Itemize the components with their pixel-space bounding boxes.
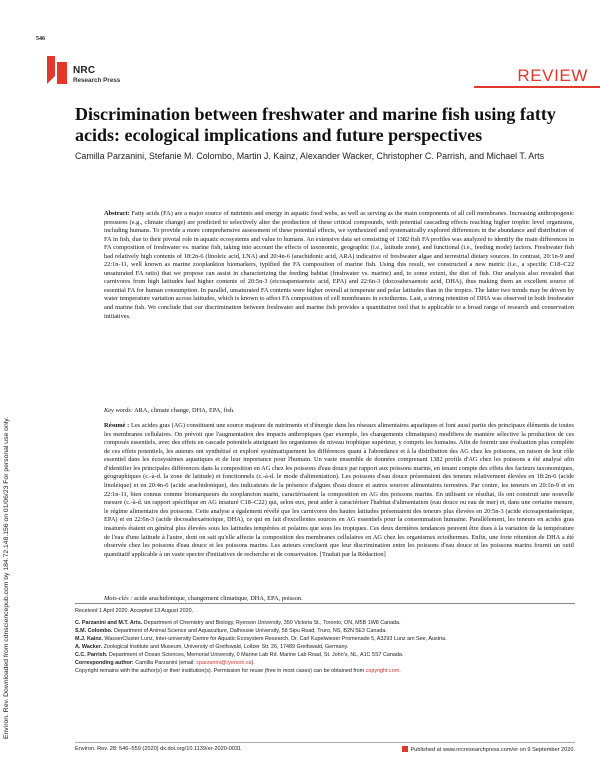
affiliation-1 bbox=[75, 619, 575, 627]
corresponding-author bbox=[75, 659, 575, 667]
download-watermark: Environ. Rev. Downloaded from cdnsciencepub.com by 184.72.148.156 on 01/06/23 For personal use only. bbox=[3, 416, 10, 740]
affiliation-name: C.C. Parrish. bbox=[75, 652, 108, 659]
affiliation-3 bbox=[75, 635, 575, 643]
corresponding-text: Camilla Parzanini (email: bbox=[135, 660, 197, 667]
corresponding-close: ). bbox=[251, 660, 255, 667]
footnotes bbox=[75, 607, 575, 675]
copyright-notice bbox=[75, 667, 575, 675]
affiliation-text: Department of Ocean Sciences, Memorial University, 0 Marine Lab Rd. Marine Lab Road, St. John's, NL, A1C 5S7 Canada. bbox=[108, 652, 404, 659]
copyright-text: Copyright remains with the author(s) or their institution(s). Permission for reuse (free in most cases) can be obtained from bbox=[75, 668, 366, 675]
resume-label: Résumé : bbox=[104, 422, 130, 429]
keywords-text: ARA, climate change, DHA, EPA, fish. bbox=[134, 407, 235, 414]
article-type-label: REVIEW bbox=[517, 66, 588, 85]
citation-line: Environ. Rev. 28: 546–559 (2020) dx.doi.org/10.1139/er-2020-0031 bbox=[75, 746, 242, 752]
article-type-rule bbox=[474, 86, 600, 88]
page-number: 546 bbox=[36, 36, 45, 42]
article-title: Discrimination between freshwater and marine fish using fatty acids: ecological implications and future perspectives bbox=[75, 104, 556, 145]
affiliation-name: C. Parzanini and M.T. Arts. bbox=[75, 620, 143, 627]
affiliation-4 bbox=[75, 643, 575, 651]
published-line bbox=[402, 746, 575, 753]
logo-nrc-text: NRC bbox=[73, 65, 96, 76]
copyright-end: . bbox=[399, 668, 401, 675]
nrc-logo-mark-icon bbox=[47, 56, 67, 84]
affiliation-5 bbox=[75, 651, 575, 659]
keywords-label: Key words: bbox=[104, 407, 133, 414]
copyright-link[interactable]: copyright.com bbox=[365, 668, 400, 675]
abstract-label: Abstract: bbox=[104, 210, 130, 217]
corresponding-label: Corresponding author: bbox=[75, 660, 134, 667]
affiliation-text: Department of Animal Science and Aquaculture, Dalhousie University, 58 Sipu Road, Truro, NS, B2N 5E3 Canada. bbox=[113, 628, 387, 635]
mots-cles-text: acide arachidonique, changement climatique, DHA, EPA, poisson. bbox=[133, 595, 303, 602]
affiliation-name: A. Wacker. bbox=[75, 644, 103, 651]
corresponding-email-link[interactable]: cparzanini@ryerson.ca bbox=[196, 660, 252, 667]
affiliation-text: WasserCluster Lunz, Inter-university Centre for Aquatic Ecosystem Research, Dr. Carl Kupelwieser Promenade 5, A3293 Lunz am See, Austria. bbox=[104, 636, 447, 643]
bottom-divider bbox=[75, 742, 575, 743]
resume bbox=[104, 422, 574, 559]
keywords bbox=[104, 407, 574, 416]
publisher-logo[interactable] bbox=[47, 56, 139, 92]
affiliation-text: Department of Chemistry and Biology, Ryerson University, 350 Victoria St., Toronto, ON, M5B 1W8 Canada. bbox=[143, 620, 401, 627]
affiliation-text: Zoological Institute and Museum, University of Greifswald, Loitzer Str. 26, 17489 Greifswald, Germany. bbox=[103, 644, 349, 651]
received-date: Received 1 April 2020. Accepted 13 August 2020. bbox=[75, 608, 194, 614]
affiliation-name: M.J. Kainz. bbox=[75, 636, 103, 643]
affiliation-2 bbox=[75, 627, 575, 635]
logo-research-press-text: Research Press bbox=[73, 77, 121, 84]
resume-text: Les acides gras (AG) constituent une source majeure de nutriments et d'énergie dans les réseaux alimentaires aquatiques et font aussi partie des principaux éléments de toutes les membranes cellulaires. On prévoit que l'augmentation des impacts anthropiques (par exemple, les changements climatiques) modifiera de manière sélective la production de ces composés essentiels, avec des effets en cascade potentiels atteignant les organismes de niveau trophique supérieur, y compris les humains. Afin de fournir une évaluation plus complète de ces effets potentiels, les auteurs ont synthétisé et exploré systématiquement les différences quant à l'abondance et à la distribution des AG chez les poissons, en raison de leur rôle essentiel dans les écosystèmes aquatiques et de leur importance pour l'humain. Un vaste ensemble de données comprenant 1382 profils d'AG chez les poissons a été analysé afin d'identifier les principales différences dans la composition en AG chez les poissons d'eau douce par rapport aux poissons marins, en tenant compte des effets des facteurs taxonomiques, géographiques (c.-à-d. la zone de latitude) et fonctionnels (c.-à-d. le mode d'alimentation). Les poissons d'eau douce présentaient des teneurs relativement élevées en 18:2n-6 (acide linoléique) et en 20:4n-6 (acide arachidonique), des indicateurs de la présence d'algues d'eau douce et autres sources alimentaires terrestres. Par contre, les teneurs en 20:1n-9 et en 22:1n-11, bien connus comme biomarqueurs du zooplancton marin, caractérisaient la composition en AG des poissons marins. En utilisant ce résultat, ils ont construit une nouvelle mesure (c.-à-d. un rapport spécifique en AG insaturé C18–C22) qui, selon eux, peut aider à caractériser l'habitat d'alimentation (eau douce ou eau de mer) et, dans une certaine mesure, le régime alimentaire des poissons. Cette analyse a également révélé que les carnivores des hautes latitudes présentaient des teneurs plus élevées en 20:5n-3 (acide eicosapentaénoïque, EPA) et en 22:6n-3 (acide docosahexaénoïque, DHA), ce qui en fait d'excellentes sources en AG essentiels pour la consommation humaine. Parallèlement, les teneurs en acides gras insaturés étaient en général plus élevées sous les latitudes tempérées et polaires que sous les tropiques. Ces deux dernières tendances peuvent être dues à la variation de la température de l'eau d'une latitude à l'autre, dont on sait qu'elle affecte la composition des membranes cellulaires en AG chez les organismes ectothermes. Enfin, une forte rétention de DHA a été observée chez les poissons d'eau douce et les poissons marins. Les auteurs concluent que leur discrimination entre les poissons d'eau douce et les poissons marins fournit un outil quantitatif applicable à un vaste spectre d'initiatives de recherche et de conservation. [Traduit par la Rédaction] bbox=[104, 422, 574, 558]
nrc-square-icon bbox=[402, 746, 408, 752]
abstract-text: Fatty acids (FA) are a major source of nutrients and energy in aquatic food webs, as well as serving as the main components of all cell membranes. Increasing anthropogenic pressures (e.g., climate change) are predicted to selectively alter the production of these critical compounds, with potential cascading effects reaching higher trophic level organisms, including humans. To provide a more comprehensive assessment of these potential effects, we synthesized and systematically explored differences in the abundance and distribution of FA in fish, due to their pivotal role in aquatic ecosystems and value to humans. An extensive data set consisting of 1382 fish FA profiles was analyzed to identify the main differences in FA composition of freshwater vs. marine fish, taking into account the effects of taxonomic, geographic (i.e., latitude zone), and functional (i.e., feeding mode) factors. Freshwater fish had relatively high contents of 18:2n-6 (linoleic acid, LNA) and 20:4n-6 (arachidonic acid, ARA) indicative of freshwater algae and terrestrial dietary sources. In contrast, 20:1n-9 and 22:1n-11, well known as marine zooplankton biomarkers, typified the FA composition of marine fish. Using this result, we constructed a new metric (i.e., a specific C18–C22 unsaturated FA ratio) that we propose can assist in characterizing the feeding habitat (freshwater vs. marine) and, to some extent, the diet of fish. Our analysis also revealed that carnivores from high latitudes had higher contents of 20:5n-3 (eicosapentaenoic acid, EPA) and 22:6n-3 (docosahexaenoic acid, DHA), thus making them an excellent source of essential FA for human consumption. In parallel, unsaturated FA contents were higher overall at temperate and polar latitudes than in the tropics. The latter two trends may be driven by water temperature variation across latitudes, which is known to affect FA composition of cell membranes in ectotherms. Last, a strong retention of DHA was observed in both freshwater and marine fish. We conclude that our discrimination between freshwater and marine fish provides a quantitative tool that is applicable to a broad range of research and conservation initiatives. bbox=[104, 210, 574, 320]
published-text: Published at www.nrcresearchpress.com/er on 9 September 2020. bbox=[410, 747, 575, 753]
author-list: Camilla Parzanini, Stefanie M. Colombo, Martin J. Kainz, Alexander Wacker, Christopher C. Parrish, and Michael T. Arts bbox=[75, 151, 545, 161]
footnote-divider bbox=[75, 603, 575, 604]
affiliation-name: S.M. Colombo. bbox=[75, 628, 113, 635]
mots-cles-label: Mots-clés : bbox=[104, 595, 133, 602]
abstract bbox=[104, 210, 574, 321]
